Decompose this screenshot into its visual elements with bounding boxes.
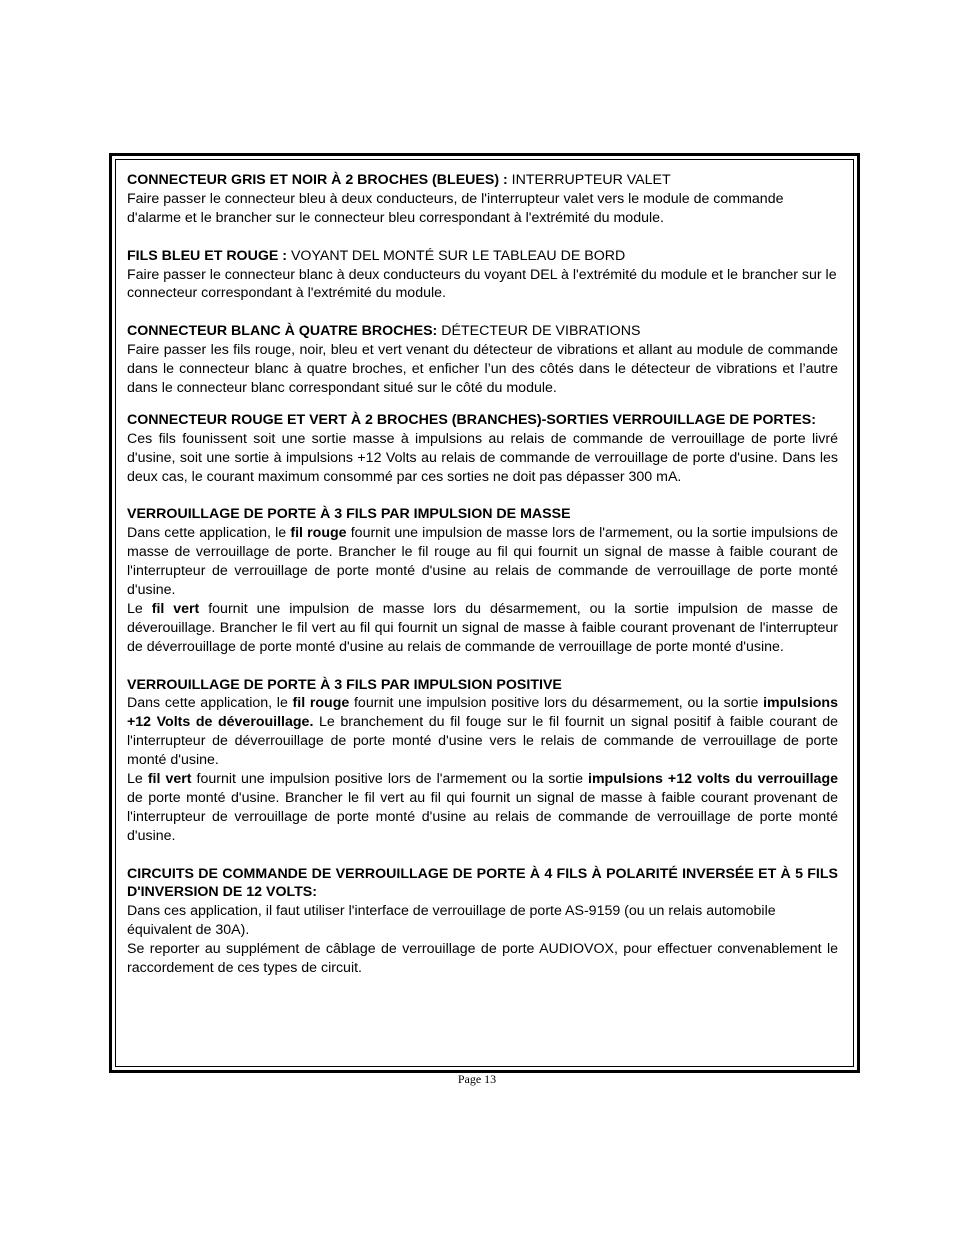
page-border xyxy=(109,153,860,1073)
section-heading: CIRCUITS DE COMMANDE DE VERROUILLAGE DE PORTE À 4 FILS À POLARITÉ INVERSÉE ET À 5 FILS D'INVERSION DE 12 VOLTS: xyxy=(127,865,838,901)
section-heading: VERROUILLAGE DE PORTE À 3 FILS PAR IMPULSION POSITIVE xyxy=(127,676,562,693)
section-subheading: DÉTECTEUR DE VIBRATIONS xyxy=(437,323,641,340)
section-text: Faire passer le connecteur blanc à deux conducteurs du voyant DEL à l'extrémité du module et le brancher sur le connecteur correspondant à l'extrémité du module. xyxy=(127,266,837,302)
section-heading: CONNECTEUR ROUGE ET VERT À 2 BROCHES (BRANCHES)-SORTIES VERROUILLAGE DE PORTES: xyxy=(127,411,816,428)
section-led xyxy=(127,247,838,304)
section-vibration-sensor xyxy=(127,322,838,398)
section-positive-pulse xyxy=(127,676,838,846)
section-ground-pulse xyxy=(127,505,838,656)
section-heading: CONNECTEUR GRIS ET NOIR À 2 BROCHES (BLEUES) : xyxy=(127,172,508,188)
document-body xyxy=(127,171,838,978)
section-paragraph: Le fil vert fournit une impulsion positive lors de l'armement ou la sortie impulsions +12 volts du verrouillage de porte monté d'usine. Brancher le fil vert au fil qui fournit un signal de masse à faible courant provenant de l'interrupteur de verrouillage de porte monté d'usine au relais de commande de verrouillage de porte monté d'usine. xyxy=(127,771,838,844)
section-subheading: VOYANT DEL MONTÉ SUR LE TABLEAU DE BORD xyxy=(287,247,626,264)
section-subheading: INTERRUPTEUR VALET xyxy=(507,172,671,188)
section-text: Ces fils founissent soit une sortie masse à impulsions au relais de commande de verrouillage de porte livré d'usine, soit une sortie à impulsions +12 Volts au relais de commande de verrouillage de porte d'usine. Dans les deux cas, le courant maximum consommé par ces sorties ne doit pas dépasser 300 mA. xyxy=(127,430,838,485)
section-paragraph: Se reporter au supplément de câblage de verrouillage de porte AUDIOVOX, pour effectuer convenablement le raccordement de ces types de circuit. xyxy=(127,941,838,977)
section-heading: VERROUILLAGE DE PORTE À 3 FILS PAR IMPULSION DE MASSE xyxy=(127,506,571,523)
section-reverse-polarity xyxy=(127,865,838,978)
section-text: Faire passer le connecteur bleu à deux conducteurs, de l'interrupteur valet vers le module de commande d'alarme et le brancher sur le connecteur bleu correspondant à l'extrémité du module. xyxy=(127,190,784,226)
section-paragraph: Dans cette application, le fil rouge fournit une impulsion positive lors du désarmement, ou la sortie impulsions +12 Volts de déverouillage. Le branchement du fil fouge sur le fil fournit un signal positif à faible courant de l'interrupteur de déverrouillage de porte monté d'usine vers le relais de commande de verrouillage de porte monté d'usine. xyxy=(127,695,838,769)
page-number: Page 13 xyxy=(457,1072,497,1086)
section-paragraph: Dans ces application, il faut utiliser l'interface de verrouillage de porte AS-9159 (ou un relais automobile équivalent de 30A). xyxy=(127,903,776,939)
section-paragraph: Le fil vert fournit une impulsion de masse lors du désarmement, ou la sortie impulsion de masse de déverouillage. Brancher le fil vert au fil qui fournit un signal de masse à faible courant provenant de l'interrupteur de déverrouillage de porte monté d'usine au relais de commande de verrouillage de porte monté d'usine. xyxy=(127,600,839,655)
section-door-lock-outputs xyxy=(127,411,838,487)
section-paragraph: Dans cette application, le fil rouge fournit une impulsion de masse lors de l'armement, ou la sortie impulsions de masse de verrouillage de porte. Brancher le fil rouge au fil qui fournit un signal de masse à faible courant de l'interrupteur de verrouillage de porte monté d'usine au relais de commande de verrouillage de porte monté d'usine. xyxy=(127,525,838,598)
section-valet-switch xyxy=(127,171,838,228)
section-heading: FILS BLEU ET ROUGE : xyxy=(127,247,288,264)
section-heading: CONNECTEUR BLANC À QUATRE BROCHES: xyxy=(127,323,438,340)
section-text: Faire passer les fils rouge, noir, bleu et vert venant du détecteur de vibrations et allant au module de commande dans le connecteur blanc à quatre broches, et enficher l’un des côtés dans le détecteur de vibrations et l’autre dans le connecteur blanc correspondant situé sur le côté du module. xyxy=(127,342,838,396)
